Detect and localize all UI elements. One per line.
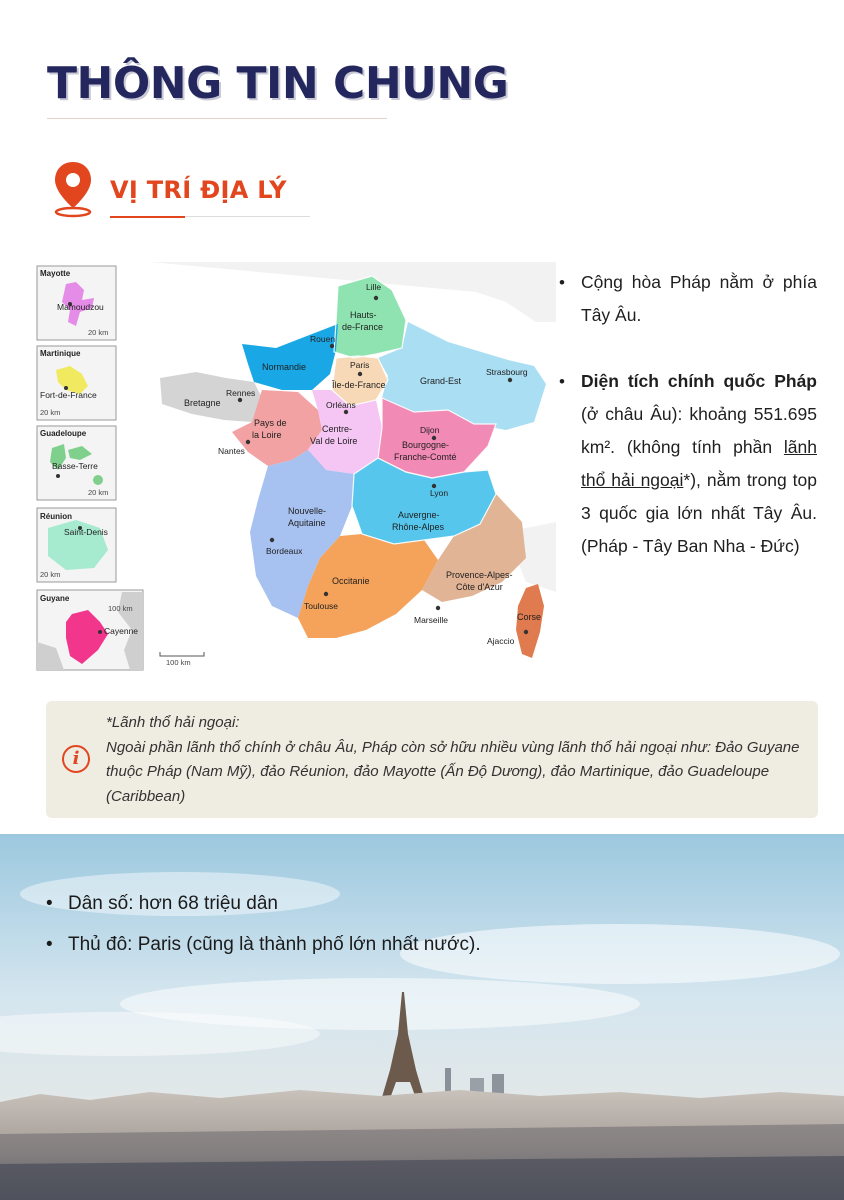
inset-scale: 20 km: [40, 570, 61, 579]
inset-label: Guyane: [40, 594, 70, 603]
fact-location: • Cộng hòa Pháp nằm ở phía Tây Âu.: [557, 266, 817, 332]
region-label: Provence-Alpes-: [446, 570, 513, 580]
fact-area-text: (ở châu Âu): khoảng 551.695 km². (không tính phần: [581, 404, 817, 457]
inset-label: Martinique: [40, 349, 81, 358]
inset-martinique: [37, 346, 116, 420]
note-text: [106, 711, 808, 809]
city-label: Dijon: [420, 425, 440, 435]
note-heading: *Lãnh thổ hải ngoại:: [106, 714, 240, 731]
inset-scale: 20 km: [88, 488, 109, 497]
title-divider: [47, 118, 387, 119]
inset-mayotte: [37, 266, 116, 340]
location-pin-icon: [52, 160, 94, 218]
city-label: Rennes: [226, 388, 256, 398]
region-label: Val de Loire: [310, 436, 358, 446]
inset-city: Cayenne: [104, 626, 139, 636]
section-heading: VỊ TRÍ ĐỊA LÝ: [110, 176, 287, 204]
inset-city: Basse-Terre: [52, 461, 98, 471]
inset-guadeloupe: [37, 426, 116, 500]
inset-label: Réunion: [40, 512, 72, 521]
geography-facts: [557, 266, 817, 563]
map-scale: 100 km: [166, 658, 191, 667]
inset-label: Guadeloupe: [40, 429, 87, 438]
region-label: Côte d'Azur: [456, 582, 503, 592]
region-label: de-France: [342, 322, 384, 332]
stat-capital: • Thủ đô: Paris (cũng là thành phố lớn nhất nước).: [44, 924, 481, 965]
region-label: Occitanie: [332, 576, 370, 586]
info-icon: i: [62, 745, 90, 773]
region-label: Aquitaine: [288, 518, 326, 528]
city-label: Lille: [366, 282, 382, 292]
inset-city: Saint-Denis: [64, 527, 108, 537]
region-label: Normandie: [262, 362, 307, 372]
city-label: Ajaccio: [487, 636, 515, 646]
inset-guyane: [37, 590, 143, 670]
inset-scale: 20 km: [88, 328, 109, 337]
inset-city: Fort-de-France: [40, 390, 97, 400]
stat-population: • Dân số: hơn 68 triệu dân: [44, 883, 481, 924]
overseas-territory-link[interactable]: lãnh thổ hải ngoại: [581, 437, 817, 490]
page-title: THÔNG TIN CHUNG: [47, 58, 509, 109]
region-label: Nouvelle-: [288, 506, 327, 516]
region-label: Bretagne: [184, 398, 221, 408]
region-label: Auvergne-: [398, 510, 440, 520]
region-label: Bourgogne-: [402, 440, 450, 450]
inset-city: Mamoudzou: [57, 302, 104, 312]
region-label: la Loire: [252, 430, 282, 440]
inset-reunion: [37, 508, 116, 582]
city-label: Lyon: [430, 488, 449, 498]
note-box: [46, 701, 818, 818]
fact-area: [557, 365, 817, 563]
region-label: Centre-: [322, 424, 353, 434]
city-label: Paris: [350, 360, 370, 370]
city-label: Rouen: [310, 334, 336, 344]
region-label: Rhône-Alpes: [392, 522, 445, 532]
fact-area-text-end: *), nằm trong top 3 quốc gia lớn nhất Tây Âu. (Pháp - Tây Ban Nha - Đức): [581, 470, 817, 556]
region-label: Grand-Est: [420, 376, 462, 386]
section-divider-accent: [110, 216, 185, 218]
region-label: Île-de-France: [332, 380, 386, 390]
france-map: [36, 262, 556, 674]
city-label: Orléans: [326, 400, 356, 410]
region-label: Pays de: [254, 418, 287, 428]
country-stats: [44, 883, 481, 965]
region-label: Hauts-: [350, 310, 377, 320]
inset-shape: [93, 475, 103, 485]
region-label: Franche-Comté: [394, 452, 457, 462]
inset-label: Mayotte: [40, 269, 71, 278]
note-body: Ngoài phần lãnh thổ chính ở châu Âu, Pháp còn sở hữu nhiều vùng lãnh thổ hải ngoại như: Đảo Guyane thuộc Pháp (Nam Mỹ), đảo Réunion, đảo Mayotte (Ấn Độ Dương), đảo Martinique, đảo Guadeloupe (Caribbean): [106, 738, 800, 805]
region-label: Corse: [517, 612, 542, 622]
fact-area-label: Diện tích chính quốc Pháp: [581, 371, 817, 391]
inset-scale: 20 km: [40, 408, 61, 417]
city-label: Marseille: [414, 615, 449, 625]
inset-scale: 100 km: [108, 604, 133, 613]
city-label: Toulouse: [304, 601, 339, 611]
city-label: Strasbourg: [486, 367, 528, 377]
city-label: Nantes: [218, 446, 245, 456]
city-label: Bordeaux: [266, 546, 303, 556]
